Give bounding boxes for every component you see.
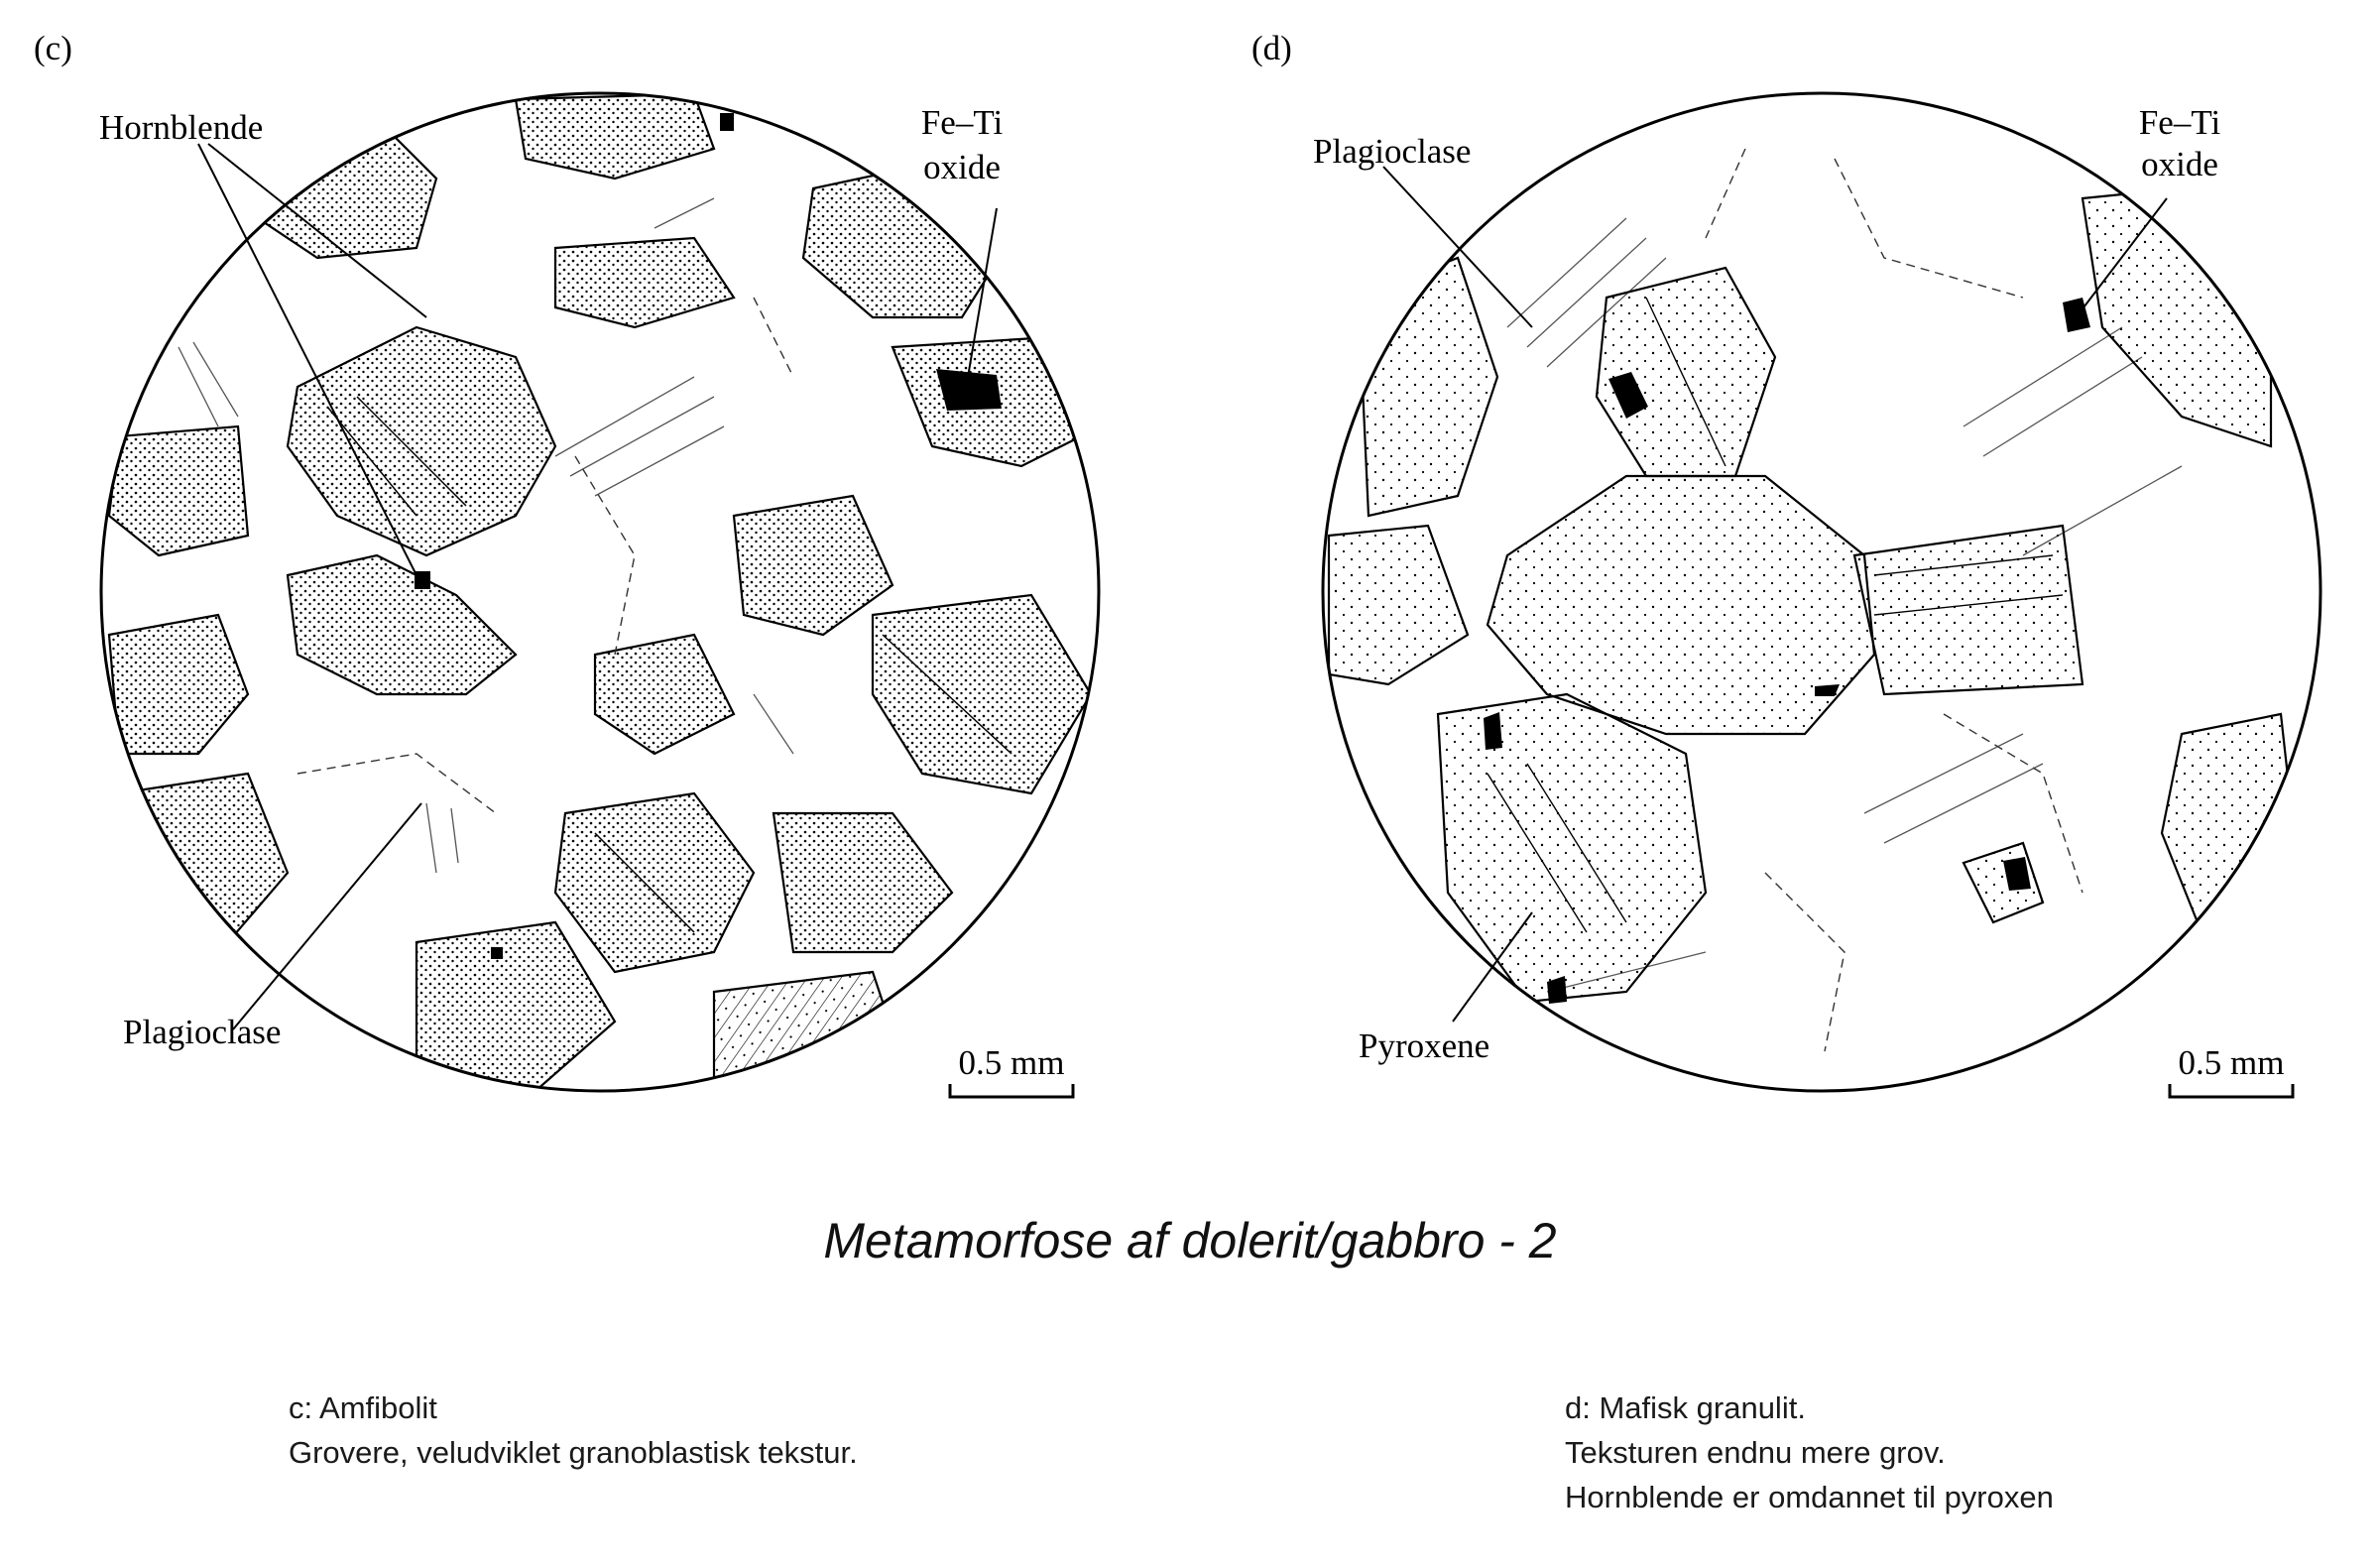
caption-c (289, 1386, 858, 1475)
panel-c-scale-bar (950, 1043, 1073, 1097)
panel-d-scale-bar (2170, 1043, 2293, 1097)
label-fe-ti-c-line1: Fe–Ti (920, 103, 1004, 142)
caption-c-line1: c: Amfibolit (289, 1390, 437, 1425)
caption-d-line1: d: Mafisk granulit. (1565, 1390, 1806, 1425)
label-plagioclase-d: Plagioclase (1313, 132, 1472, 171)
panel-c (34, 29, 1101, 1097)
panel-d-thin-section (1321, 93, 2322, 1095)
caption-d-line3: Hornblende er omdannet til pyroxen (1565, 1480, 2054, 1514)
label-pyroxene: Pyroxene (1359, 1026, 1490, 1065)
caption-d (1565, 1386, 2054, 1519)
scale-d-label: 0.5 mm (2178, 1043, 2285, 1082)
panel-d (1251, 29, 2322, 1097)
label-fe-ti-c-line2: oxide (923, 148, 1001, 186)
caption-d-line2: Teksturen endnu mere grov. (1565, 1435, 1946, 1470)
label-fe-ti-d-line2: oxide (2141, 145, 2218, 183)
panel-c-tag: (c) (34, 29, 72, 67)
scale-c-label: 0.5 mm (958, 1043, 1065, 1082)
page-title: Metamorfose af dolerit/gabbro - 2 (823, 1213, 1557, 1268)
label-hornblende: Hornblende (99, 108, 264, 147)
label-plagioclase-c: Plagioclase (123, 1013, 282, 1051)
label-fe-ti-d-line1: Fe–Ti (2138, 103, 2221, 142)
panel-d-tag: (d) (1251, 29, 1292, 67)
caption-c-line2: Grovere, veludviklet granoblastisk tekstur. (289, 1435, 858, 1470)
